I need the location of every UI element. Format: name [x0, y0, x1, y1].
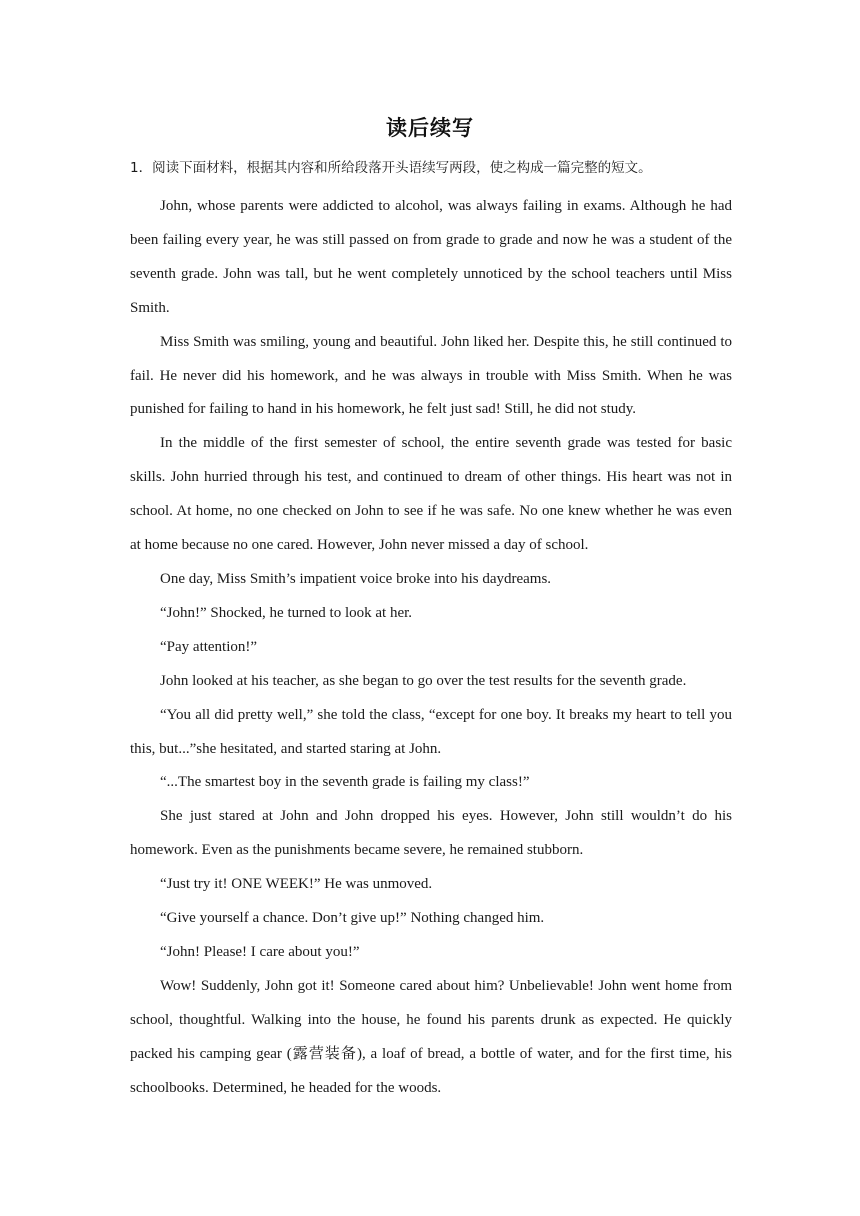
- paragraph: One day, Miss Smith’s impatient voice broke into his daydreams.: [160, 570, 552, 587]
- paragraph: “Give yourself a chance. Don’t give up!” Nothing changed him.: [160, 910, 545, 927]
- paragraph: She just stared at John and John dropped his eyes. However, John still wouldn’t do his homework. Even as the punishments became severe, he remained stubborn.: [130, 808, 732, 859]
- paragraph: Wow! Suddenly, John got it! Someone cared about him? Unbelievable! John went home from school, thoughtful. Walking into the house, he found his parents drunk as expected. He quickly packed his camping gear (露营装备), a loaf of bread, a bottle of water, and for the first time, his schoolbooks. Determined, he headed for the woods.: [130, 977, 732, 1096]
- paragraph: “Pay attention!”: [160, 638, 258, 655]
- page-title: 读后续写: [386, 116, 474, 140]
- paragraph: John, whose parents were addicted to alcohol, was always failing in exams. Although he had been failing every year, he was still passed on from grade to grade and now he was a student of the seventh grade. John was tall, but he went completely unnoticed by the school teachers until Miss Smith.: [130, 198, 732, 316]
- document-body: [130, 156, 732, 1105]
- paragraph: In the middle of the first semester of school, the entire seventh grade was tested for basic skills. John hurried through his test, and continued to dream of other things. His heart was not in school. At home, no one checked on John to see if he was safe. No one knew whether he was even at home because no one cared. However, John never missed a day of school.: [130, 435, 732, 554]
- paragraph: “You all did pretty well,” she told the class, “except for one boy. It breaks my heart to tell you this, but...”she hesitated, and started staring at John.: [130, 706, 732, 757]
- paragraph: Miss Smith was smiling, young and beautiful. John liked her. Despite this, he still continued to fail. He never did his homework, and he was always in trouble with Miss Smith. When he was punished for failing to hand in his homework, he felt just sad! Still, he did not study.: [130, 333, 732, 418]
- paragraph: “...The smartest boy in the seventh grade is failing my class!”: [160, 774, 530, 791]
- paragraph: John looked at his teacher, as she began to go over the test results for the seventh grade.: [160, 672, 687, 689]
- paragraph: “Just try it! ONE WEEK!” He was unmoved.: [160, 876, 433, 893]
- paragraph: “John!” Shocked, he turned to look at her.: [160, 604, 413, 621]
- task-instruction: 1．阅读下面材料，根据其内容和所给段落开头语续写两段，使之构成一篇完整的短文。: [130, 160, 652, 176]
- paragraph: “John! Please! I care about you!”: [160, 943, 360, 960]
